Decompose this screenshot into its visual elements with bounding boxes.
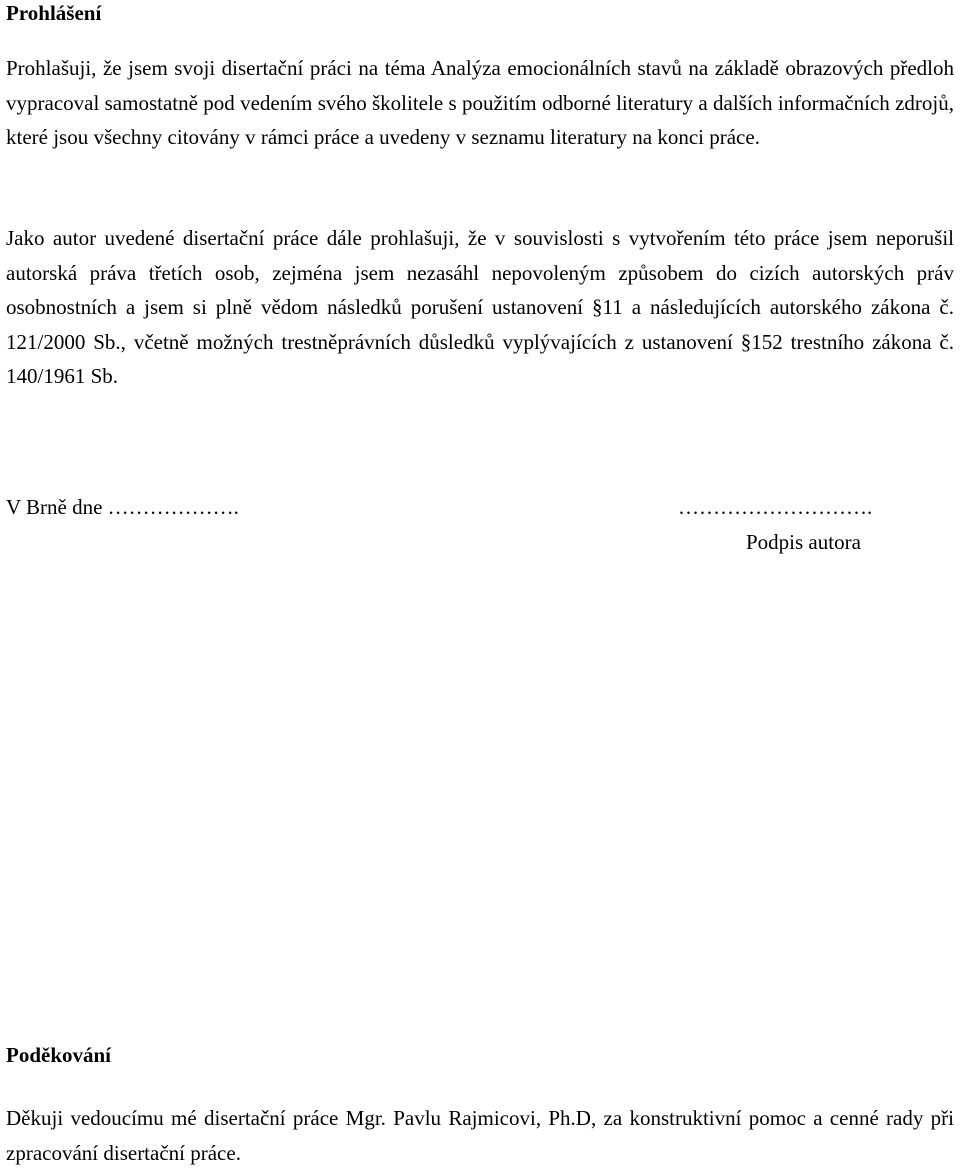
signature-label: Podpis autora <box>746 530 861 554</box>
signature-place-date: V Brně dne ………………. <box>6 495 239 519</box>
declaration-title: Prohlášení <box>6 1 102 25</box>
acknowledgement-paragraph: Děkuji vedoucímu mé disertační práce Mgr. Pavlu Rajmicovi, Ph.D, za konstruktivní pomoc a cenné rady při zpracování disertační práce. <box>6 1106 954 1165</box>
declaration-paragraph-2: Jako autor uvedené disertační práce dále prohlašuji, že v souvislosti s vytvořením této práce jsem neporušil autorská práva třetích osob, zejména jsem nezasáhl nepovoleným způsobem do cizích autorských práv osobnostních a jsem si plně vědom následků porušení ustanovení §11 a následujících autorského zákona č. 121/2000 Sb., včetně možných trestněprávních důsledků vyplývajících z ustanovení §152 trestního zákona č. 140/1961 Sb. <box>6 226 954 388</box>
acknowledgement-title: Poděkování <box>6 1043 112 1067</box>
declaration-paragraph-1: Prohlašuji, že jsem svoji disertační práci na téma Analýza emocionálních stavů na základě obrazových předloh vypracoval samostatně pod vedením svého školitele s použitím odborné literatury a dalších informačních zdrojů, které jsou všechny citovány v rámci práce a uvedeny v seznamu literatury na konci práce. <box>6 56 954 149</box>
signature-line: ………………………. <box>678 495 873 519</box>
